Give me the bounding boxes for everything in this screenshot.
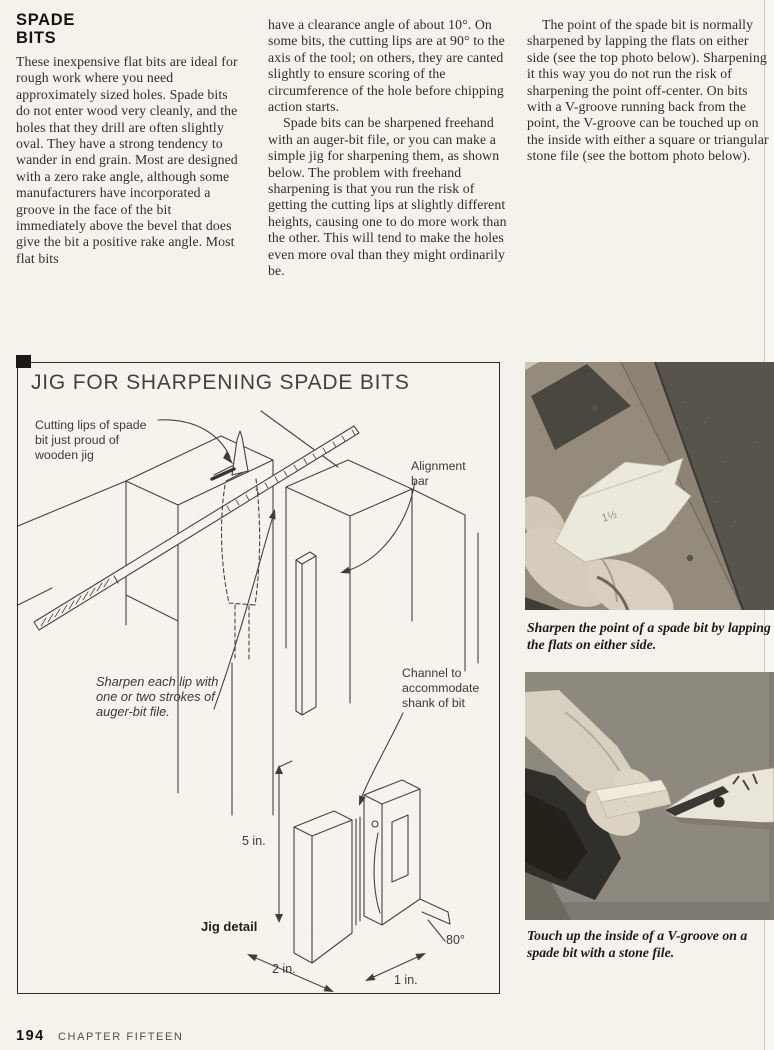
body-paragraph: The point of the spade bit is normally sharpened by lapping the flats on either side (see the top photo below). Sharpening it this way you do not run the risk of sharpening the point off-center. On bits with a V-groove running back from the point, the V-groove can be touched up on the inside with either a square or triangular stone file (see the bottom photo below). (527, 17, 769, 164)
bit-size-marking: 1½ (600, 508, 619, 525)
top-photo-art (525, 362, 774, 610)
heading-line-1: SPADE (16, 11, 76, 29)
dim-width: 2 in. (272, 962, 296, 976)
bottom-photo (525, 672, 774, 920)
dimension-arrows (247, 761, 426, 992)
jig-detail-drawing (294, 780, 450, 963)
bottom-photo-caption: Touch up the inside of a V-groove on a spade bit with a stone file. (527, 928, 748, 960)
label-alignment-bar: Alignment bar (411, 459, 466, 488)
body-paragraph: have a clearance angle of about 10°. On some bits, the cutting lips are at 90° to the axis of the tool; on others, they are canted slightly to ensure scoring of the circumference of the hole before chipping action starts. (268, 17, 505, 115)
top-photo-caption: Sharpen the point of a spade bit by lapping the flats on either side. (527, 620, 771, 652)
dim-depth: 1 in. (394, 973, 418, 987)
text-column-left (16, 12, 244, 267)
bottom-photo-art (525, 672, 774, 920)
body-paragraph: These inexpensive flat bits are ideal for rough work where you need approximately sized holes. Spade bits do not enter wood very cleanly, and the holes that they drill are often slightly oval. They have a strong tendency to wander in end grain. Most are designed with a zero rake angle, although some manufacturers have incorporated a groove in the face of the bit immediately above the bevel that does give the bit a positive rake angle. Most flat bits (16, 54, 238, 266)
section-heading (16, 12, 244, 47)
left-jig-block (126, 436, 273, 663)
body-paragraph: Spade bits can be sharpened freehand with an auger-bit file, or you can make a simple jig for sharpening them, as shown below. The problem with freehand sharpening is that you run the risk of getting the cutting lips at slightly different heights, causing one to do more work than the other. This will tend to make the holes even more oval than they might ordinarily be. (268, 115, 507, 279)
right-jig-block (286, 460, 412, 703)
label-cutting-lips: Cutting lips of spade bit just proud of wooden jig (35, 418, 147, 462)
diagram-title: JIG FOR SHARPENING SPADE BITS (31, 371, 410, 394)
bit-hole (714, 797, 725, 808)
dim-height: 5 in. (242, 834, 266, 848)
jig-diagram-box (17, 362, 500, 994)
text-column-right (527, 17, 772, 165)
top-photo (525, 362, 774, 610)
label-sharpen-lip: Sharpen each lip with one or two strokes of auger-bit file. (96, 674, 219, 719)
dim-bevel-angle: 80° (446, 933, 465, 947)
label-jig-detail: Jig detail (201, 919, 258, 934)
label-channel: Channel to accommodate shank of bit (402, 666, 480, 710)
page-number: 194 (16, 1028, 45, 1044)
alignment-bar-drawing (296, 552, 316, 715)
text-column-middle (268, 17, 514, 280)
heading-line-2: BITS (16, 28, 57, 47)
chapter-title: CHAPTER FIFTEEN (58, 1031, 184, 1043)
